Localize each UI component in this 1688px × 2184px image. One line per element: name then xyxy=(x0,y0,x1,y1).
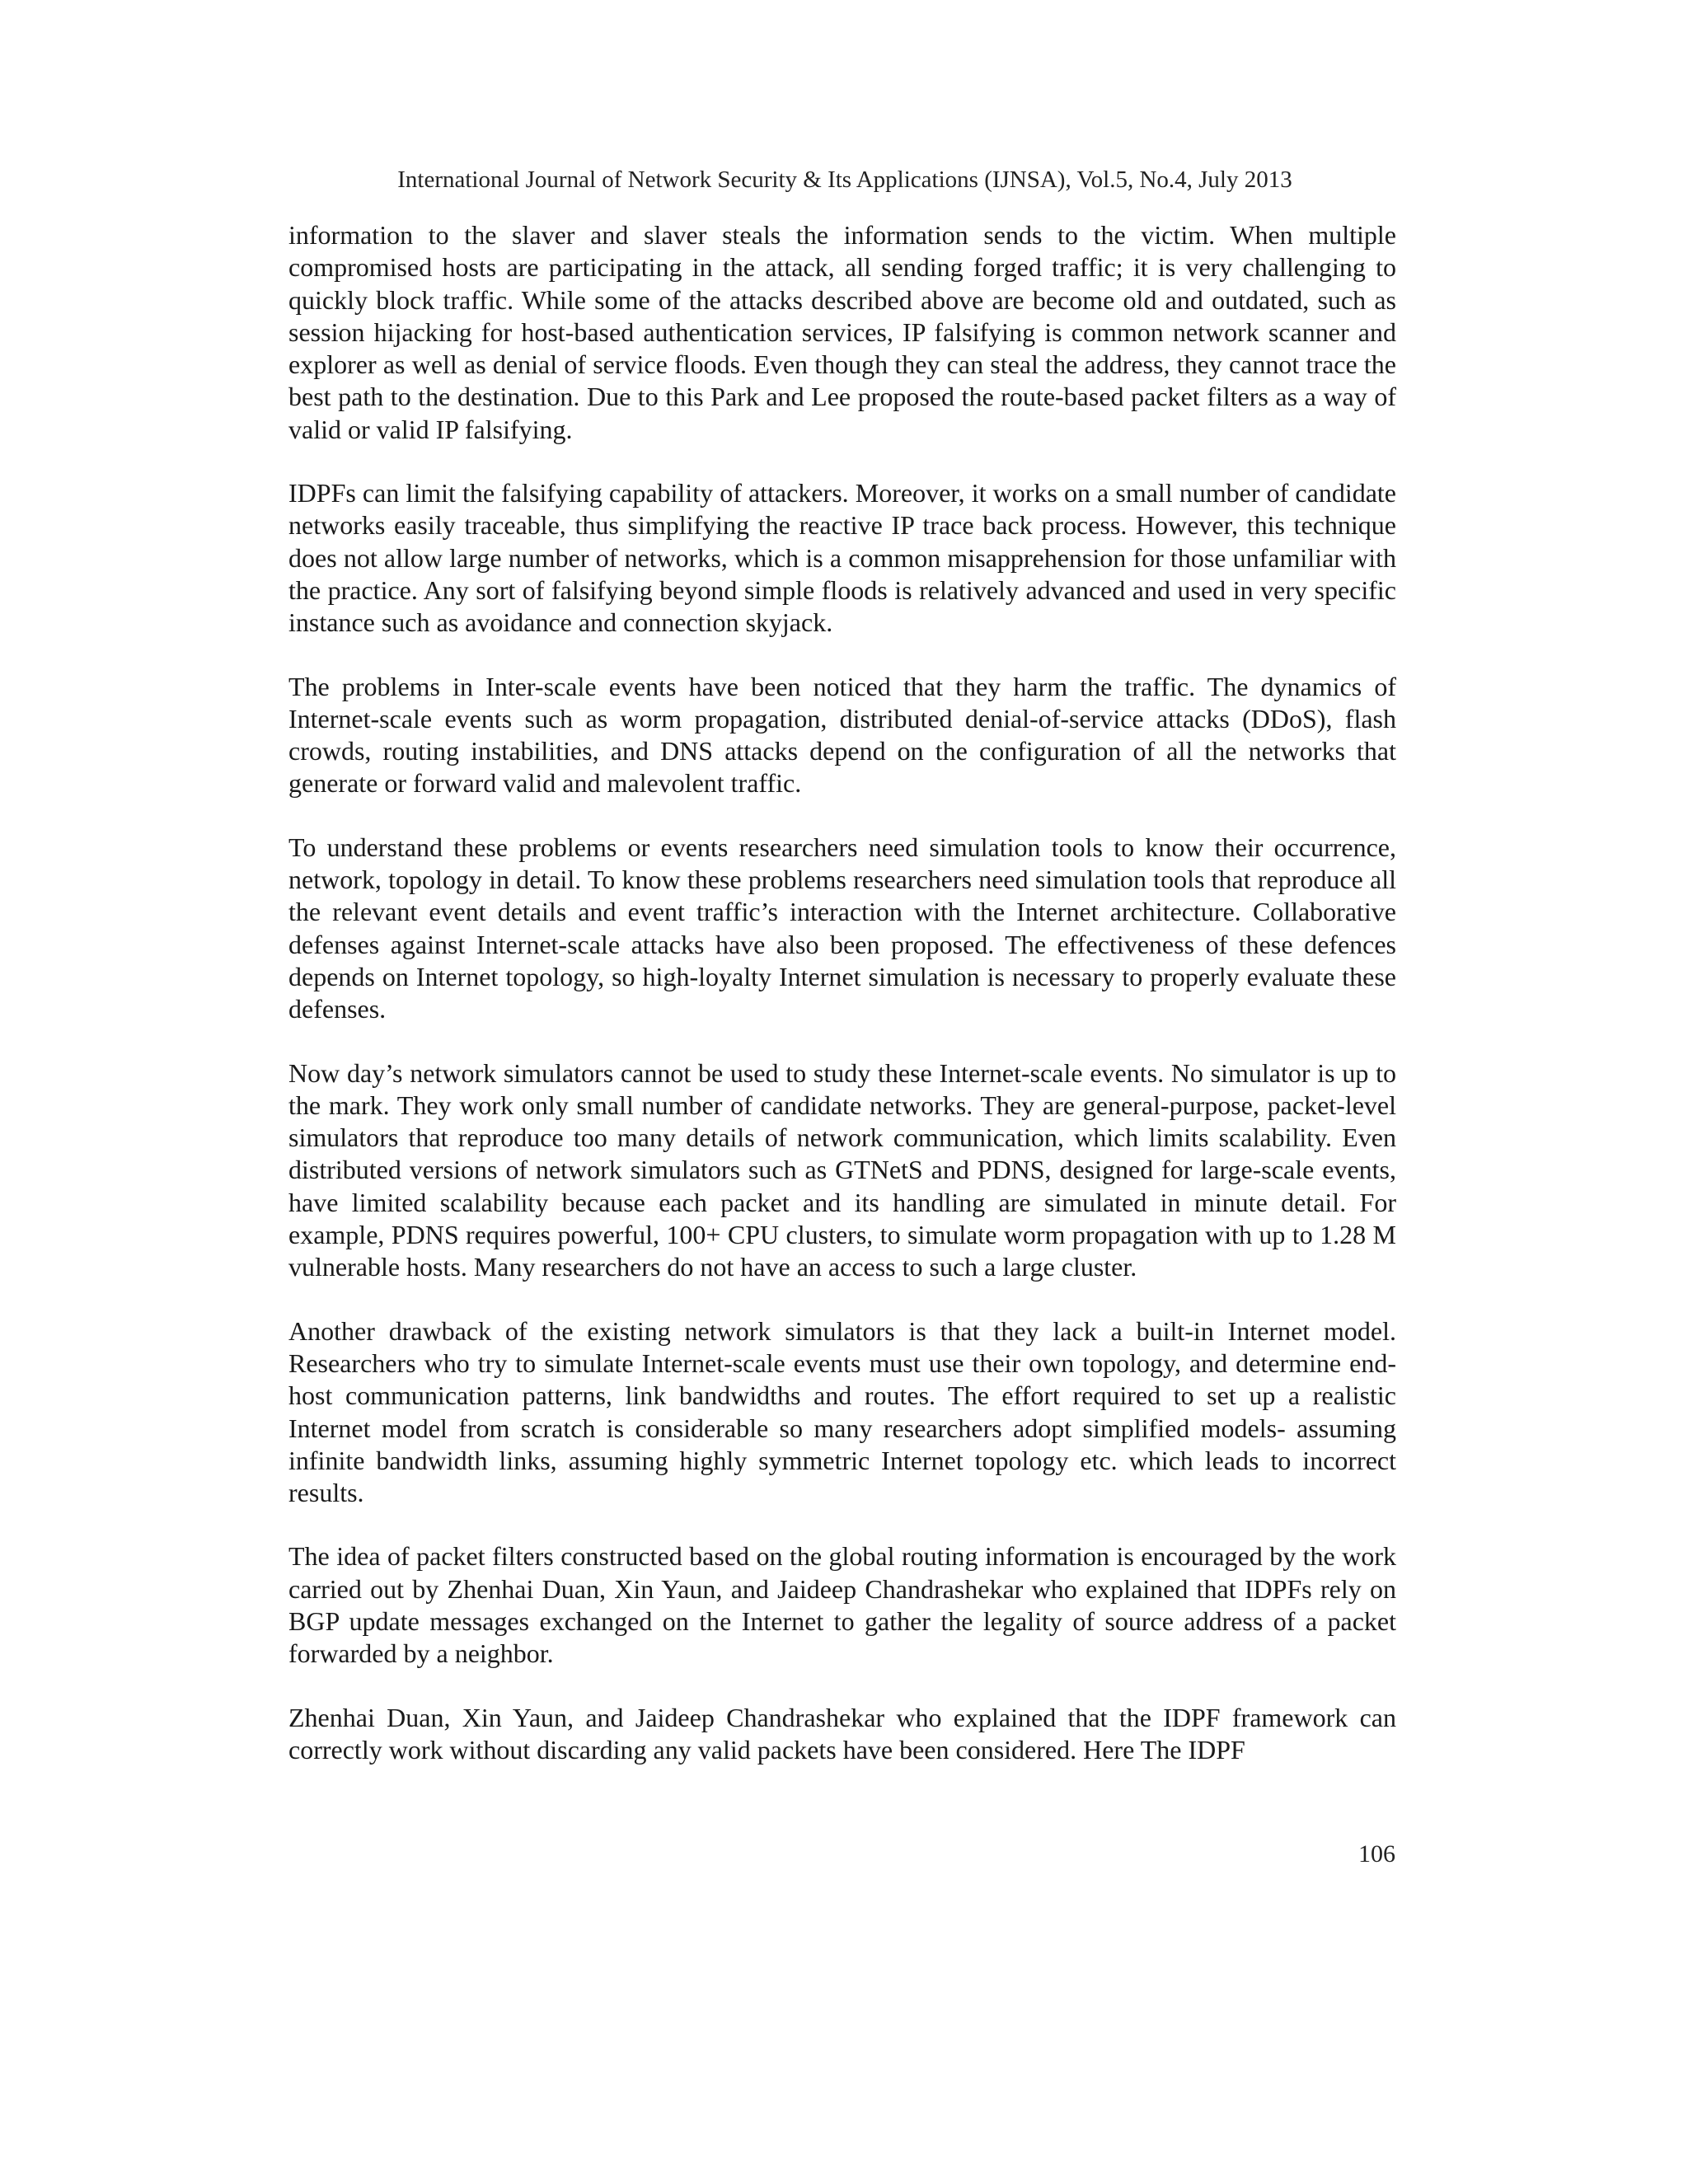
paragraph-5: Now day’s network simulators cannot be used to study these Internet-scale events. No simulator is up to the mark. They work only small number of candidate networks. They are general-purpose, packet-level simulators that reproduce too many details of network communication, which limits scalability. Even distributed versions of network simulators such as GTNetS and PDNS, designed for large-scale events, have limited scalability because each packet and its handling are simulated in minute detail. For example, PDNS requires powerful, 100+ CPU clusters, to simulate worm propagation with up to 1.28 M vulnerable hosts. Many researchers do not have an access to such a large cluster. xyxy=(288,1057,1396,1282)
running-header: International Journal of Network Security & Its Applications (IJNSA), Vol.5, No.4, July 2013 xyxy=(397,166,1292,193)
paragraph-7: The idea of packet filters constructed based on the global routing information is encouraged by the work carried out by Zhenhai Duan, Xin Yaun, and Jaideep Chandrashekar who explained that IDPFs rely on BGP update messages exchanged on the Internet to gather the legality of source address of a packet forwarded by a neighbor. xyxy=(288,1541,1396,1669)
paragraph-6: Another drawback of the existing network simulators is that they lack a built-in Internet model. Researchers who try to simulate Internet-scale events must use their own topology, and determine end-host communication patterns, link bandwidths and routes. The effort required to set up a realistic Internet model from scratch is considerable so many researchers adopt simplified models- assuming infinite bandwidth links, assuming highly symmetric Internet topology etc. which leads to incorrect results. xyxy=(288,1315,1396,1508)
paragraph-4: To understand these problems or events researchers need simulation tools to know their occurrence, network, topology in detail. To know these problems researchers need simulation tools that reproduce all the relevant event details and event traffic’s interaction with the Internet architecture. Collaborative defenses against Internet-scale attacks have also been proposed. The effectiveness of these defences depends on Internet topology, so high-loyalty Internet simulation is necessary to properly evaluate these defenses. xyxy=(288,832,1396,1024)
paragraph-8: Zhenhai Duan, Xin Yaun, and Jaideep Chandrashekar who explained that the IDPF framework can correctly work without discarding any valid packets have been considered. Here The IDPF xyxy=(288,1702,1396,1765)
body-text xyxy=(288,219,1396,1797)
paragraph-1: information to the slaver and slaver steals the information sends to the victim. When multiple compromised hosts are participating in the attack, all sending forged traffic; it is very challenging to quickly block traffic. While some of the attacks described above are become old and outdated, such as session hijacking for host-based authentication services, IP falsifying is common network scanner and explorer as well as denial of service floods. Even though they can steal the address, they cannot trace the best path to the destination. Due to this Park and Lee proposed the route-based packet filters as a way of valid or valid IP falsifying. xyxy=(288,220,1396,444)
paragraph-2: IDPFs can limit the falsifying capability of attackers. Moreover, it works on a small number of candidate networks easily traceable, thus simplifying the reactive IP trace back process. However, this technique does not allow large number of networks, which is a common misapprehension for those unfamiliar with the practice. Any sort of falsifying beyond simple floods is relatively advanced and used in very specific instance such as avoidance and connection skyjack. xyxy=(288,478,1396,638)
paragraph-3: The problems in Inter-scale events have been noticed that they harm the traffic. The dynamics of Internet-scale events such as worm propagation, distributed denial-of-service attacks (DDoS), flash crowds, routing instabilities, and DNS attacks depend on the configuration of all the networks that generate or forward valid and malevolent traffic. xyxy=(288,671,1396,799)
page-number: 106 xyxy=(1358,1840,1395,1868)
